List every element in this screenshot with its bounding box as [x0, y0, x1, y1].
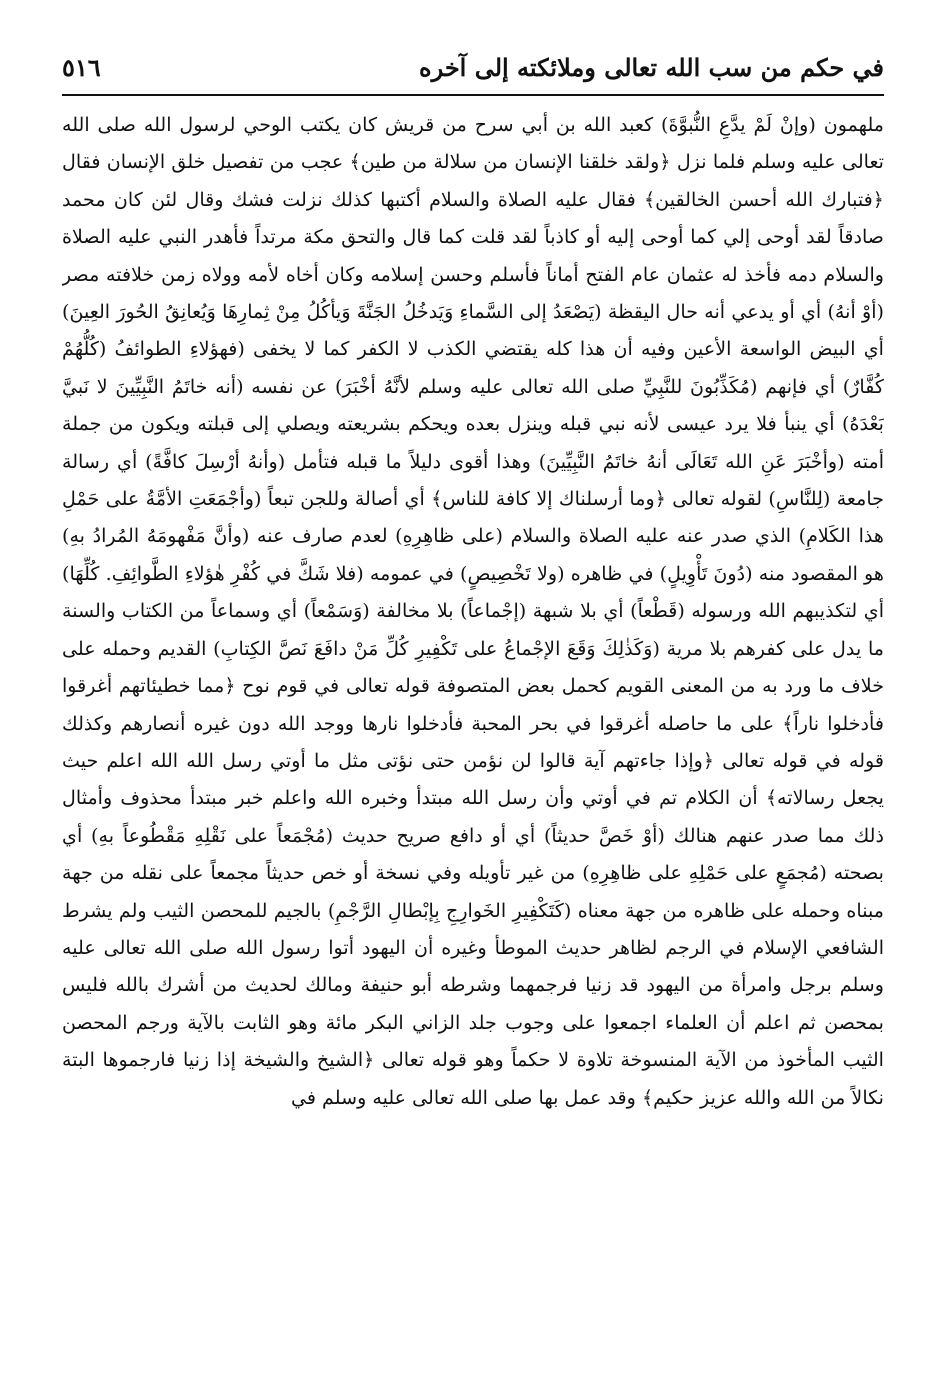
body-paragraph: ملهمون (وإنْ لَمْ يدَّعِ النُّبوَّةَ) كعبد الله بن أبي سرح من قريش كان يكتب الوحي لرسول الله صلى الله تعالى عليه وسلم فلما نزل ﴿ولقد خلقنا الإنسان من سلالة من طين﴾ عجب من تفصيل خلق الإنسان فقال ﴿فتبارك الله أحسن الخالقين﴾ فقال عليه الصلاة والسلام أكتبها كذلك نزلت فشك وقال لئن كان محمد صادقاً لقد أوحى إلي كما أوحى إليه أو كاذباً لقد قلت كما قال والتحق مكة مرتداً فأهدر النبي عليه الصلاة والسلام دمه فأخذ له عثمان عام الفتح أماناً فأسلم وحسن إسلامه وكان أخاه لأمه وولاه زمن خلافته مصر (أوْ أنهُ) أي أو يدعي أنه حال اليقظة (يَصْعَدُ إلى السَّماءِ وَيَدخُلُ الجَنَّةَ وَيأكُلُ مِنْ ثِمارِهَا وَيُعانِقُ الحُورَ العِينَ) أي البيض الواسعة الأعين وفيه أن هذا كله يقتضي الكذب لا الكفر كما لا يخفى (فهؤلاءِ الطوائفُ (كُلُّهُمْ كُفَّارٌ) أي فإنهم (مُكَذِّبُونَ للنَّبِيِّ صلى الله تعالى عليه وسلم لأنَّهُ أخْبَرَ) عن نفسه (أنه خاتَمُ النَّبِيِّينَ لا نَبيَّ بَعْدَهُ) أي ينبأ فلا يرد عيسى لأنه نبي قبله وينزل بعده ويحكم بشريعته ويصلي إلى قبلته ويكون من جملة أمته (وأخْبَرَ عَنِ الله تَعَالَى أنهُ خاتَمُ النَّبِيِّينَ) وهذا أقوى دليلاً ما قبله فتأمل (وأنهُ أرْسِلَ كافَّةً) أي رسالة جامعة (لِلنَّاسِ) لقوله تعالى ﴿وما أرسلناك إلا كافة للناس﴾ أي أصالة وللجن تبعاً (وأجْمَعَتِ الأمَّةُ على حَمْلِ هذا الكَلامِ) الذي صدر عنه عليه الصلاة والسلام (على ظاهِرِهِ) لعدم صارف عنه (وأنَّ مَفْهومَهُ المُرادُ بهِ) هو المقصود منه (دُونَ تَأْوِيلٍ) في ظاهره (ولا تَخْصِيصٍ) في عمومه (فلا شَكَّ في كُفْرِ هٰؤلاءِ الطَّوائِفِ. كُلِّهَا) أي لتكذيبهم الله ورسوله (قَطْعاً) أي بلا شبهة (إجْماعاً) بلا مخالفة (وَسَمْعاً) أي وسماعاً من الكتاب والسنة ما يدل على كفرهم بلا مرية (وَكَذٰلِكَ وَقَعَ الإجْماعُ على تَكْفِيرِ كُلِّ مَنْ دافَعَ نَصَّ الكِتابِ) القديم وحمله على خلاف ما ورد به من المعنى القويم كحمل بعض المتصوفة قوله تعالى في قوم نوح ﴿مما خطيئاتهم أغرقوا فأدخلوا ناراً﴾ على ما حاصله أغرقوا في بحر المحبة فأدخلوا نارها ووجد الله دون غيره أنصارهم وكذلك قوله في قوله تعالى ﴿وإذا جاءتهم آية قالوا لن نؤمن حتى نؤتى مثل ما أوتي رسل الله الله اعلم حيث يجعل رسالاته﴾ أن الكلام تم في أوتي وأن رسل الله مبتدأ وخبره الله واعلم خبر مبتدأ محذوف وأمثال ذلك مما صدر عنهم هنالك (أوْ خَصَّ حديثاً) أي أو دافع صريح حديث (مُجْمَعاً على نَقْلِهِ مَقْطُوعاً بهِ) أي بصحته (مُجمَعٍ على حَمْلِهِ على ظاهِرِهِ) من غير تأويله وفي نسخة أو خص حديثاً مجمعاً على نقله من جهة مبناه وحمله على ظاهره من جهة معناه (كَتَكْفِيرِ الخَوارِجِ بِإبْطالِ الرَّجْمِ) بالجيم للمحصن الثيب ولم يشرط الشافعي الإسلام في الرجم لظاهر حديث الموطأ وغيره أن اليهود أتوا رسول الله صلى الله تعالى عليه وسلم برجل وامرأة من اليهود قد زنيا فرجمهما وشرطه أبو حنيفة ومالك لحديث من أشرك بالله فليس بمحصن ثم اعلم أن العلماء اجمعوا على وجوب جلد الزاني البكر مائة وهو الثابت بالآية ورجم المحصن الثيب المأخوذ من الآية المنسوخة تلاوة لا حكماً وهو قوله تعالى ﴿الشيخ والشيخة إذا زنيا فارجموها البتة نكالاً من الله والله عزيز حكيم﴾ وقد عمل بها صلى الله تعالى عليه وسلم في: [62, 113, 884, 1109]
page-header: [62, 40, 884, 94]
page-number: ٥١٦: [62, 52, 101, 82]
running-title: في حكم من سب الله تعالى وملائكته إلى آخره: [419, 52, 884, 82]
header-rule: [62, 94, 884, 96]
body-text: [62, 106, 884, 1376]
